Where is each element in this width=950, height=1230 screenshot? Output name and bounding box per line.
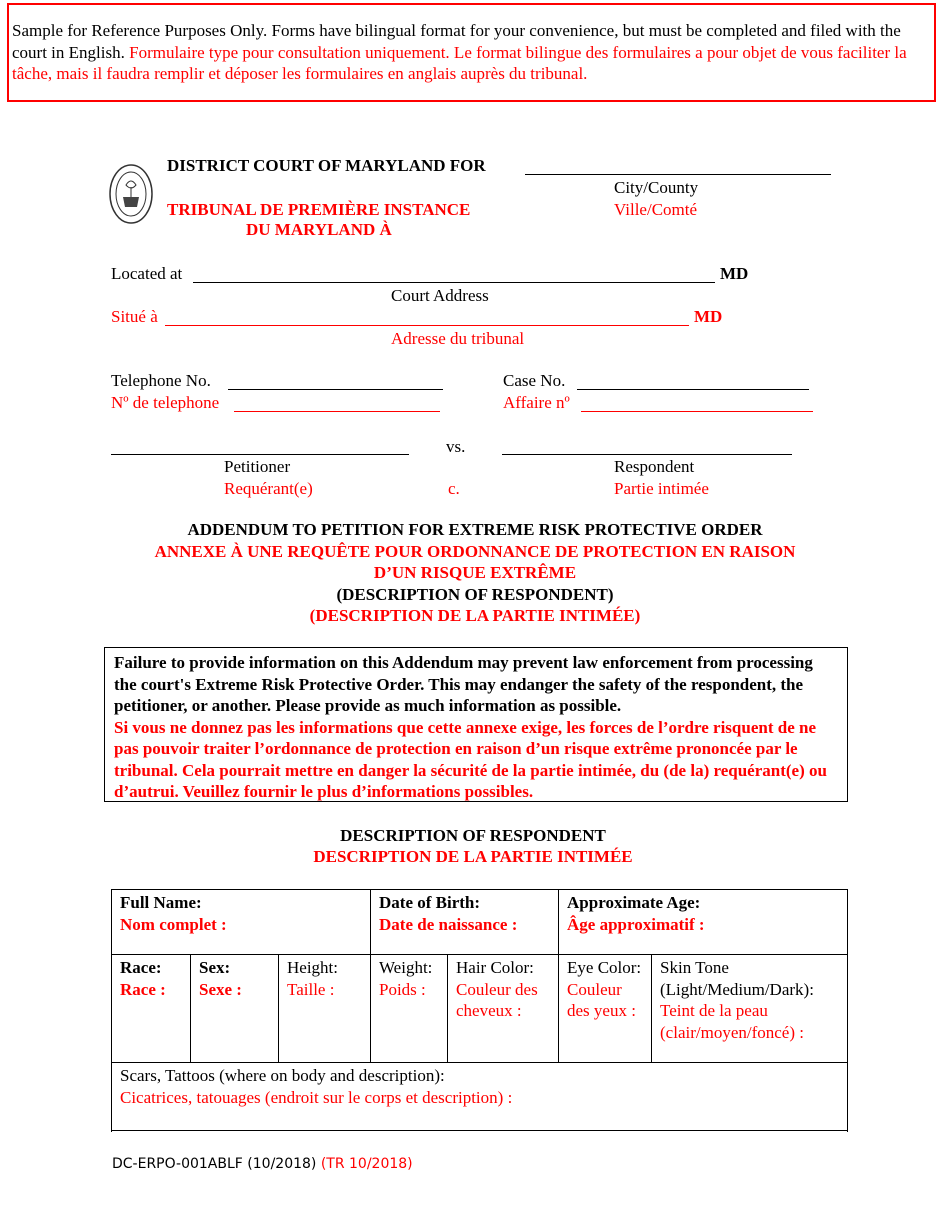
vs-label-french: c. — [448, 479, 460, 498]
form-subtitle-french: (DESCRIPTION DE LA PARTIE INTIMÉE) — [309, 606, 641, 625]
city-county-label-french: Ville/Comté — [614, 200, 698, 219]
case-number-label: Case No. — [503, 371, 566, 390]
eye-color-label: Eye Color: — [567, 958, 642, 977]
telephone-line-french[interactable] — [234, 411, 440, 412]
respondent-caption-french: Partie intimée — [614, 479, 709, 498]
case-number-label-french: Affaire nº — [503, 393, 570, 412]
reference-notice — [7, 3, 936, 102]
located-at-label: Located at — [111, 264, 183, 283]
sex-cell[interactable] — [191, 955, 279, 1063]
court-address-caption: Court Address — [391, 286, 489, 305]
full-name-label: Full Name: — [120, 893, 202, 912]
form-subtitle-english: (DESCRIPTION OF RESPONDENT) — [336, 585, 614, 604]
court-address-line-french[interactable] — [165, 325, 689, 326]
form-title-french-2: D’UN RISQUE EXTRÊME — [373, 563, 577, 582]
table-bottom-border — [111, 1130, 848, 1131]
respondent-description-table — [111, 889, 848, 1132]
approximate-age-cell[interactable] — [559, 890, 848, 955]
approximate-age-label: Approximate Age: — [567, 893, 701, 912]
warning-english: Failure to provide information on this Addendum may prevent law enforcement from processing the court's Extreme Risk Protective Order. This may endanger the safety of the respondent, the petitioner, or another. Please provide as much information as possible. — [114, 653, 813, 715]
court-address-line[interactable] — [193, 282, 715, 283]
date-of-birth-label-french: Date de naissance : — [379, 914, 518, 934]
scars-tattoos-label-french: Cicatrices, tatouages (endroit sur le corps et description) : — [120, 1087, 513, 1107]
warning-box — [104, 647, 848, 802]
weight-label-french: Poids : — [379, 979, 426, 999]
race-label-french: Race : — [120, 979, 166, 999]
full-name-label-french: Nom complet : — [120, 914, 227, 934]
approximate-age-label-french: Âge approximatif : — [567, 914, 705, 934]
skin-tone-label-french: Teint de la peau (clair/moyen/foncé) : — [660, 1001, 804, 1042]
eye-color-cell[interactable] — [559, 955, 652, 1063]
weight-cell[interactable] — [371, 955, 448, 1063]
skin-tone-cell[interactable] — [652, 955, 848, 1063]
vs-label: vs. — [446, 437, 466, 456]
county-field-line[interactable] — [525, 174, 831, 175]
notice-english: Sample for Reference Purposes Only. Forms have bilingual format for your convenience, but must be completed and filed with the court in English. — [12, 21, 901, 62]
section-heading-french: DESCRIPTION DE LA PARTIE INTIMÉE — [313, 847, 633, 866]
height-label: Height: — [287, 958, 338, 977]
md-label-french: MD — [694, 307, 723, 326]
form-title-french-1: ANNEXE À UNE REQUÊTE POUR ORDONNANCE DE PROTECTION EN RAISON — [154, 542, 796, 561]
form-code — [112, 1154, 413, 1175]
full-name-cell[interactable] — [112, 890, 371, 955]
height-cell[interactable] — [279, 955, 371, 1063]
case-number-line[interactable] — [577, 389, 809, 390]
warning-french: Si vous ne donnez pas les informations que cette annexe exige, les forces de l’ordre risquent de ne pas pouvoir traiter l’ordonnance de protection en raison d’un risque extrême prononcée par le tribunal. Cela pourrait mettre en danger la sécurité de la partie intimée, du (de la) requérant(e) ou d’autrui. Veuillez fournir le plus d’informations possibles. — [114, 717, 827, 801]
court-name-english: DISTRICT COURT OF MARYLAND FOR — [167, 156, 486, 175]
court-name-french-1: TRIBUNAL DE PREMIÈRE INSTANCE — [167, 200, 471, 219]
telephone-line[interactable] — [228, 389, 443, 390]
hair-color-label-french: Couleur des cheveux : — [456, 979, 538, 1020]
md-label: MD — [720, 264, 749, 283]
telephone-label: Telephone No. — [111, 371, 211, 390]
scars-tattoos-label: Scars, Tattoos (where on body and description): — [120, 1066, 445, 1085]
scars-tattoos-cell[interactable] — [112, 1063, 848, 1132]
respondent-caption: Respondent — [614, 457, 695, 476]
court-seal-icon — [108, 163, 154, 225]
petitioner-line[interactable] — [111, 454, 409, 455]
petitioner-caption: Petitioner — [224, 457, 291, 476]
height-label-french: Taille : — [287, 979, 335, 999]
case-number-line-french[interactable] — [581, 411, 813, 412]
petitioner-caption-french: Requérant(e) — [224, 479, 313, 498]
date-of-birth-cell[interactable] — [371, 890, 559, 955]
hair-color-cell[interactable] — [448, 955, 559, 1063]
sex-label: Sex: — [199, 958, 231, 977]
respondent-line[interactable] — [502, 454, 792, 455]
telephone-label-french: Nº de telephone — [111, 393, 220, 412]
section-heading-english: DESCRIPTION OF RESPONDENT — [340, 826, 606, 845]
notice-french: Formulaire type pour consultation uniquement. Le format bilingue des formulaires a pour objet de vous faciliter la tâche, mais il faudra remplir et déposer les formulaires en anglais auprès du tribunal. — [12, 42, 907, 83]
form-code-translation: (TR 10/2018) — [320, 1156, 413, 1172]
located-at-label-french: Situé à — [111, 307, 158, 326]
sex-label-french: Sexe : — [199, 979, 242, 999]
court-name-french-2: DU MARYLAND À — [246, 220, 392, 239]
race-label: Race: — [120, 958, 162, 977]
race-cell[interactable] — [112, 955, 191, 1063]
date-of-birth-label: Date of Birth: — [379, 893, 481, 912]
weight-label: Weight: — [379, 958, 433, 977]
form-title-english: ADDENDUM TO PETITION FOR EXTREME RISK PROTECTIVE ORDER — [187, 520, 763, 539]
skin-tone-label: Skin Tone (Light/Medium/Dark): — [660, 958, 814, 999]
hair-color-label: Hair Color: — [456, 958, 534, 977]
court-address-caption-french: Adresse du tribunal — [391, 329, 525, 348]
form-code-number: DC-ERPO-001ABLF (10/2018) — [112, 1156, 317, 1172]
city-county-label: City/County — [614, 178, 699, 197]
eye-color-label-french: Couleur des yeux : — [567, 979, 636, 1020]
